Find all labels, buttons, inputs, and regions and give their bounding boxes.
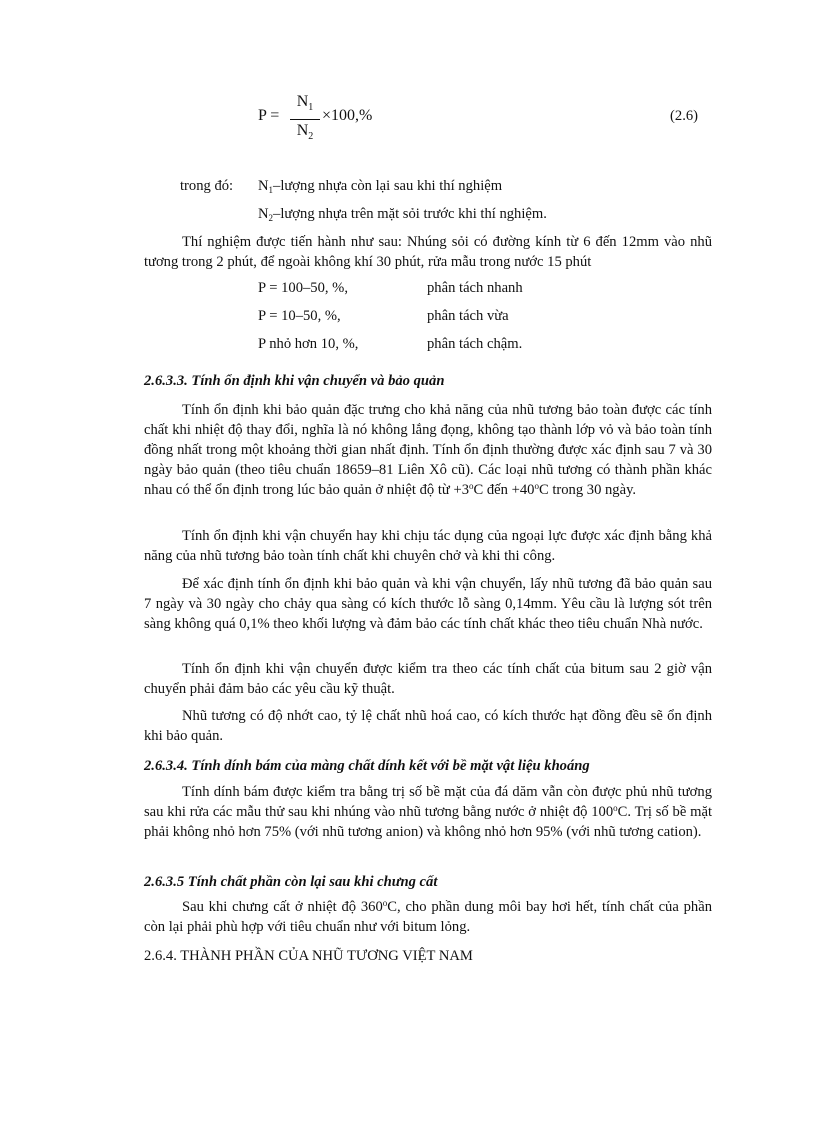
numerator-subscript: 1 [308,102,314,114]
formula-fraction [290,92,320,147]
paragraph-viscosity: Nhũ tương có độ nhớt cao, tỷ lệ chất nhũ hoá cao, có kích thước hạt đồng đều sẽ ổn định khi bảo quản. [144,708,712,744]
paragraph-storage-stability [144,400,712,500]
equation-number: (2.6) [670,108,698,124]
section-heading-2-6-3-5: 2.6.3.5 Tính chất phần còn lại sau khi chưng cất [144,874,438,890]
n1-text: –lượng nhựa còn lại sau khi thí nghiệm [273,178,503,194]
experiment-row-value: P nhỏ hơn 10, %, [258,336,359,352]
section-heading-2-6-4: 2.6.4. THÀNH PHẦN CỦA NHŨ TƯƠNG VIỆT NAM [144,948,473,964]
degree-sup: o [382,898,388,908]
formula-rhs: ×100,% [322,107,373,124]
n2-subscript: 2 [268,213,274,223]
distillation-text-a: Sau khi chưng cất ở nhiệt độ 360 [182,899,383,915]
experiment-row-value: P = 100–50, %, [258,280,348,296]
where-n1 [258,176,502,196]
degree-sup: o [534,481,539,491]
formula-lhs: P = [258,107,280,124]
paragraph-transport-check: Tính ổn định khi vận chuyển được kiểm tra theo các tính chất của bitum sau 2 giờ vận chuyển phải đảm bảo các yêu cầu kỹ thuật. [144,661,712,697]
where-label: trong đó: [180,178,234,194]
section-heading-2-6-3-4: 2.6.3.4. Tính dính bám của màng chất dính kết với bề mặt vật liệu khoáng [144,758,590,774]
n1-subscript: 1 [268,185,274,195]
formula-2-6 [258,92,698,144]
storage-text-c: C trong 30 ngày. [538,482,637,498]
paragraph-transport-stability: Tính ổn định khi vận chuyển hay khi chịu tác dụng của ngoại lực được xác định bằng khả năng của nhũ tương bảo toàn tính chất khi chuyên chở và khi thi công. [144,528,712,564]
section-heading-2-6-3-3: 2.6.3.3. Tính ổn định khi vận chuyển và bảo quản [144,373,445,389]
numerator-symbol: N [296,93,309,110]
adhesion-text-a: Tính dính bám được kiểm tra bằng trị số bề mặt của đá dăm vẫn còn được phủ nhũ tương sau khi rửa các mẫu thử sau khi nhúng vào nhũ tương bằng nước ở nhiệt độ 100 [144,784,712,820]
storage-text-a: Tính ổn định khi bảo quản đặc trưng cho khả năng của nhũ tương bảo toàn được các tính chất khi nhiệt độ thay đổi, nghĩa là nó không lắng đọng, không tạo thành lớp vỏ và bảo toàn tính đồng nhất trong một khoảng thời gian nhất định. Tính ổn định thường được xác định sau 7 và 30 ngày bảo quản (theo tiêu chuẩn 18659–81 Liên Xô cũ). Các loại nhũ tương có thành phần khác nhau có thể ổn định trong lúc bảo quản ở nhiệt độ từ +3 [144,402,712,498]
n1-symbol: N [258,178,269,194]
fraction-bar [290,119,320,120]
denominator-subscript: 2 [308,131,314,143]
formula-numerator [290,92,320,118]
experiment-row-label: phân tách nhanh [427,280,523,296]
degree-sup: o [613,803,618,813]
degree-sup: o [469,481,474,491]
experiment-row-label: phân tách vừa [427,308,509,324]
distillation-text-b: C, cho phần dung môi bay hơi hết, tính chất của phần còn lại phải phù hợp với tiêu chuẩn như với bitum lỏng. [144,899,712,935]
n2-symbol: N [258,206,269,222]
experiment-row-label: phân tách chậm. [427,336,523,352]
denominator-symbol: N [296,122,309,140]
experiment-row-value: P = 10–50, %, [258,308,341,324]
storage-text-b: C đến +40 [473,482,535,498]
adhesion-text-b: C. Trị số bề mặt phải không nhỏ hơn 75% (với nhũ tương anion) và không nhỏ hơn 95% (với nhũ tương cation). [144,804,712,840]
experiment-paragraph: Thí nghiệm được tiến hành như sau: Nhúng sỏi có đường kính từ 6 đến 12mm vào nhũ tương trong 2 phút, để ngoài không khí 30 phút, rửa mẫu trong nước 15 phút [144,234,712,270]
paragraph-stability-test: Để xác định tính ổn định khi bảo quản và khi vận chuyển, lấy nhũ tương đã bảo quản sau 7 ngày và 30 ngày cho chảy qua sàng có kích thước lỗ sàng 0,14mm. Yêu cầu là lượng sót trên sàng không quá 0,1% theo khối lượng và đảm bảo các tính chất khác theo tiêu chuẩn Nhà nước. [144,576,712,632]
formula-denominator [290,121,320,147]
n2-text: –lượng nhựa trên mặt sỏi trước khi thí nghiệm. [273,206,547,222]
paragraph-distillation [144,897,712,937]
where-n2 [258,204,547,224]
paragraph-adhesion [144,782,712,842]
